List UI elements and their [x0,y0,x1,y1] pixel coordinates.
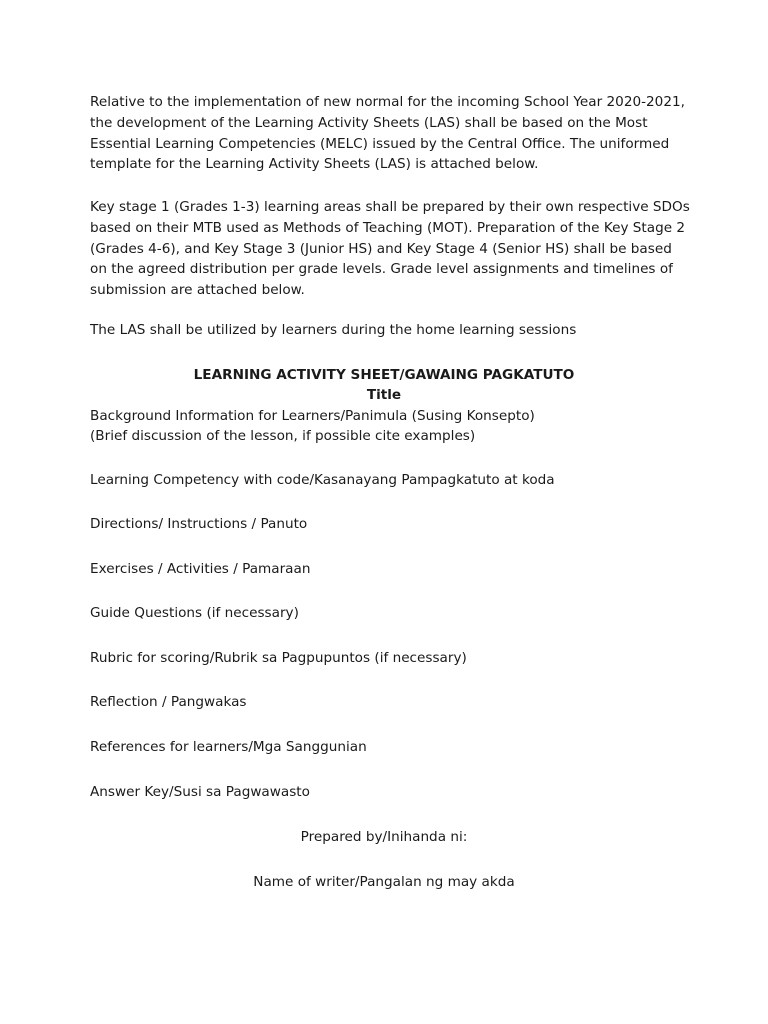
directions-item: Directions/ Instructions / Panuto [90,516,308,532]
prepared-by-label: Prepared by/Inihanda ni: [300,829,468,845]
background-info-label: Background Information for Learners/Panimula (Susing Konsepto) [90,408,535,424]
guide-questions-item: Guide Questions (if necessary) [90,605,299,621]
template-heading: LEARNING ACTIVITY SHEET/GAWAING PAGKATUTO [193,367,575,383]
las-usage-paragraph: The LAS shall be utilized by learners during the home learning sessions [90,322,577,338]
key-stage-paragraph: Key stage 1 (Grades 1-3) learning areas shall be prepared by their own respective SDOs based on their MTB used as Methods of Teaching (MOT). Preparation of the Key Stage 2 (Grades 4-6), and Key Stage 3 (Junior HS) and Key Stage 4 (Senior HS) shall be based on the agreed distribution per grade levels. Grade level assignments and timelines of submission are attached below. [90,199,690,299]
learning-competency-item: Learning Competency with code/Kasanayang Pampagkatuto at koda [90,472,555,488]
writer-name-label: Name of writer/Pangalan ng may akda [253,874,515,890]
intro-paragraph: Relative to the implementation of new normal for the incoming School Year 2020-2021, the development of the Learning Activity Sheets (LAS) shall be based on the Most Essential Learning Competencies (MELC) issued by the Central Office. The uniformed template for the Learning Activity Sheets (LAS) is attached below. [90,94,685,173]
reflection-item: Reflection / Pangwakas [90,694,247,710]
rubric-item: Rubric for scoring/Rubrik sa Pagpupuntos (if necessary) [90,650,467,666]
answer-key-item: Answer Key/Susi sa Pagwawasto [90,784,310,800]
template-title: Title [366,387,402,403]
references-item: References for learners/Mga Sanggunian [90,739,367,755]
background-info-note: (Brief discussion of the lesson, if possible cite examples) [90,428,476,444]
exercises-item: Exercises / Activities / Pamaraan [90,561,311,577]
